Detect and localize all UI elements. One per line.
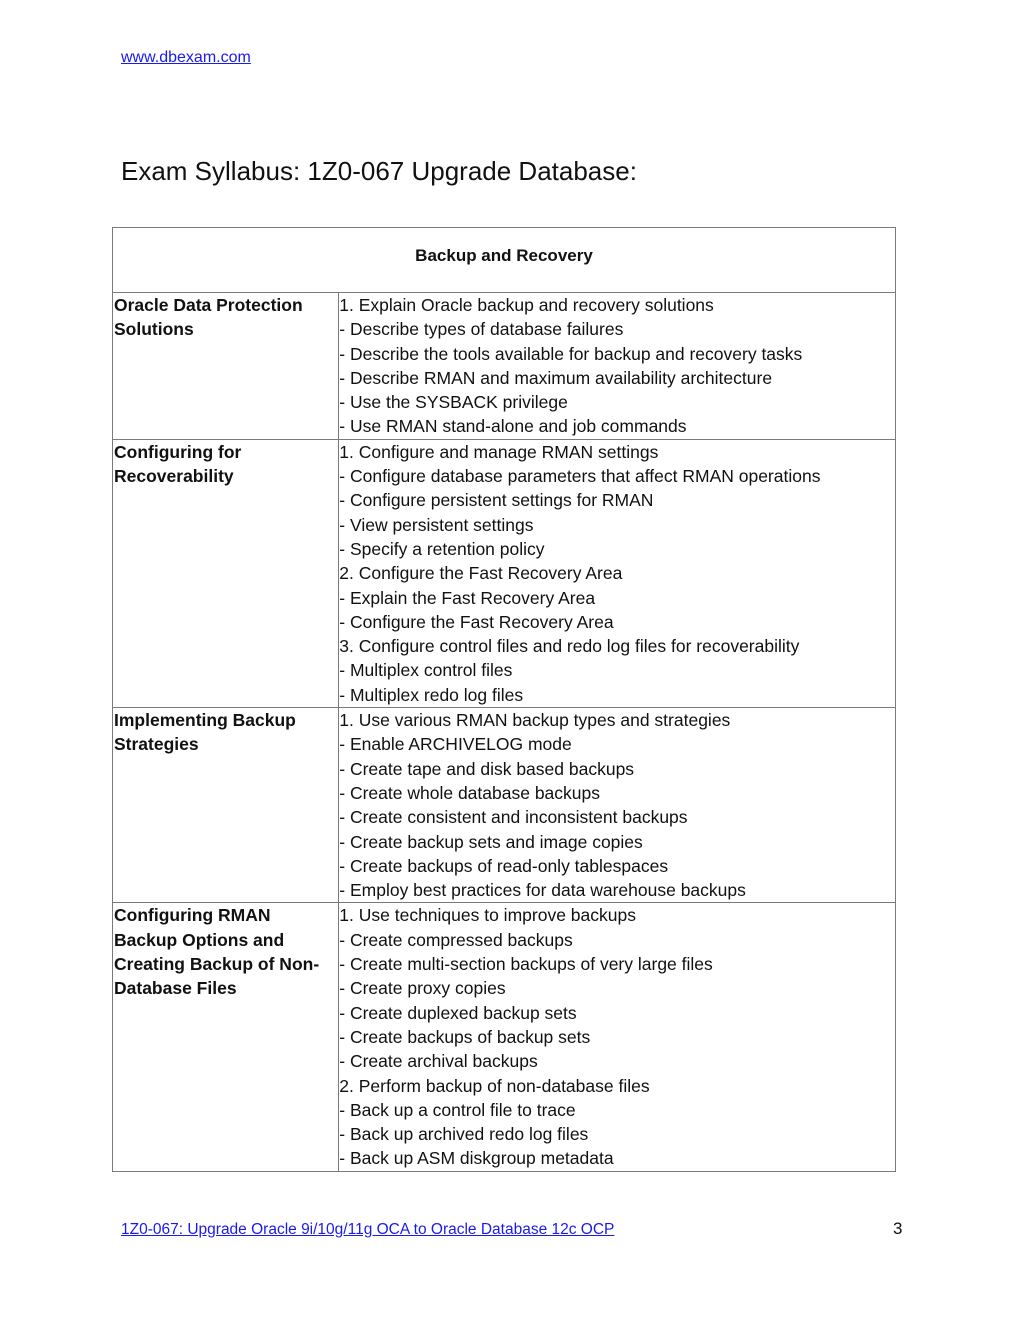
objective-line: - Multiplex redo log files: [339, 684, 524, 705]
objective-line: - Use the SYSBACK privilege: [339, 392, 568, 413]
objective-line: 1. Use techniques to improve backups: [339, 905, 636, 926]
objective-line: - Create whole database backups: [339, 782, 600, 803]
objective-line: - Create compressed backups: [339, 929, 573, 950]
objective-line: - Configure the Fast Recovery Area: [339, 611, 614, 632]
topic-cell: [113, 708, 339, 903]
objective-line: 2. Configure the Fast Recovery Area: [339, 563, 623, 584]
header-site-link[interactable]: www.dbexam.com: [121, 49, 251, 66]
objective-line: 3. Configure control files and redo log files for recoverability: [339, 636, 800, 657]
objective-line: - Describe RMAN and maximum availability architecture: [339, 367, 773, 388]
objective-line: - Create backups of backup sets: [339, 1026, 591, 1047]
objective-line: - Back up ASM diskgroup metadata: [339, 1148, 614, 1169]
objective-line: - Create multi-section backups of very large files: [339, 954, 713, 975]
section-header-row: [113, 228, 896, 293]
objective-line: - Enable ARCHIVELOG mode: [339, 734, 572, 755]
objective-line: - Multiplex control files: [339, 660, 513, 681]
objective-line: - Create consistent and inconsistent backups: [339, 807, 688, 828]
objective-line: - Describe the tools available for backup and recovery tasks: [339, 343, 803, 364]
topic-cell: [113, 293, 339, 440]
objective-line: - Back up archived redo log files: [339, 1124, 589, 1145]
topic-label: Configuring for Recoverability: [114, 441, 242, 487]
detail-cell: [339, 439, 896, 707]
section-header: [113, 228, 896, 293]
objective-line: - Employ best practices for data warehouse backups: [339, 880, 746, 901]
table-row: [113, 903, 896, 1171]
objective-line: - Create tape and disk based backups: [339, 758, 635, 779]
objective-line: 1. Use various RMAN backup types and strategies: [339, 710, 731, 731]
objective-line: 2. Perform backup of non-database files: [339, 1075, 650, 1096]
objective-line: - Back up a control file to trace: [339, 1099, 576, 1120]
objective-line: - Specify a retention policy: [339, 538, 545, 559]
page-number: 3: [893, 1219, 903, 1238]
objective-line: 1. Configure and manage RMAN settings: [339, 441, 659, 462]
table-row: [113, 293, 896, 440]
page-title: Exam Syllabus: 1Z0-067 Upgrade Database:: [121, 156, 637, 186]
objective-line: 1. Explain Oracle backup and recovery solutions: [339, 295, 714, 315]
objective-line: - Configure persistent settings for RMAN: [339, 490, 654, 511]
footer-exam-link[interactable]: 1Z0-067: Upgrade Oracle 9i/10g/11g OCA to Oracle Database 12c OCP: [121, 1221, 615, 1238]
topic-label: Oracle Data Protection Solutions: [114, 295, 303, 340]
section-header-text: Backup and Recovery: [415, 246, 593, 265]
topic-cell: [113, 439, 339, 707]
detail-cell: [339, 293, 896, 440]
topic-label: Configuring RMAN Backup Options and Creating Backup of Non-Database Files: [114, 905, 320, 999]
detail-cell: [339, 708, 896, 903]
objective-line: - Create backup sets and image copies: [339, 831, 643, 852]
objective-line: - Create proxy copies: [339, 978, 506, 999]
objective-line: - Create backups of read-only tablespaces: [339, 855, 669, 876]
table-body: [113, 293, 896, 1172]
objective-line: - Configure database parameters that affect RMAN operations: [339, 466, 821, 487]
objective-line: - Describe types of database failures: [339, 319, 624, 340]
objective-line: - Create archival backups: [339, 1051, 538, 1072]
syllabus-table: [112, 227, 896, 1172]
objective-line: - Create duplexed backup sets: [339, 1002, 577, 1023]
objective-line: - Explain the Fast Recovery Area: [339, 587, 596, 608]
topic-cell: [113, 903, 339, 1171]
objective-line: - Use RMAN stand-alone and job commands: [339, 416, 687, 437]
table-row: [113, 708, 896, 903]
topic-label: Implementing Backup Strategies: [114, 710, 296, 755]
detail-cell: [339, 903, 896, 1171]
objective-line: - View persistent settings: [339, 514, 534, 535]
table-row: [113, 439, 896, 707]
